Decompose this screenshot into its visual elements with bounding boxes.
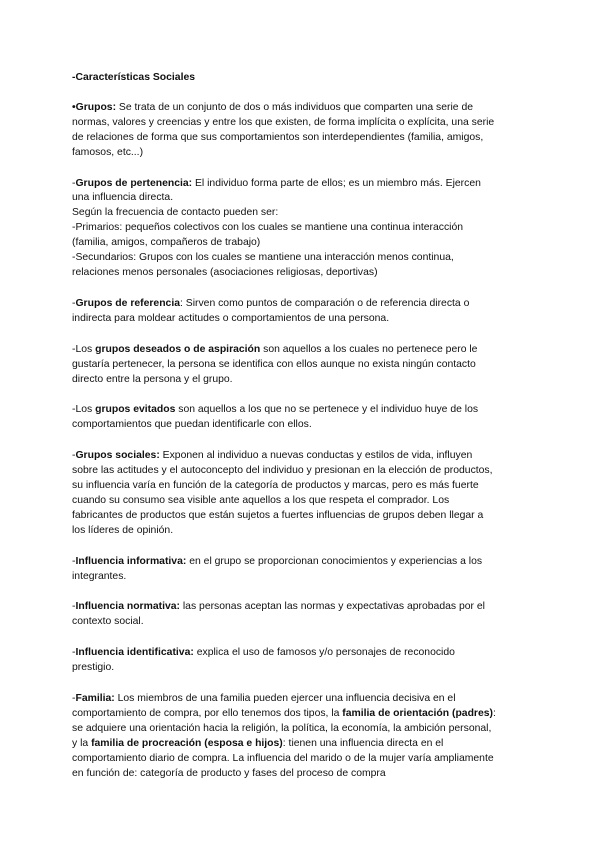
text-line [72,131,560,146]
text-segment: explica el uso de famosos y/o personajes de reconocido [193,647,455,659]
text-segment: - [72,555,76,567]
text-segment: - [72,647,76,659]
bold-term: grupos deseados o de aspiración [95,343,261,355]
text-segment: y la [72,737,92,749]
text-segment: son aquellos a los cuales no pertenece pero le [260,343,478,355]
document-body [72,101,560,782]
text-line [72,692,560,707]
text-segment: su influencia varía en función de la categoría de productos y marcas, pero es más fuerte [72,480,479,492]
paragraph-grupos-deseados [72,343,560,388]
text-segment: normas, valores y creencias y entre los que existen, de forma implícita o explícita, una serie [72,116,495,128]
text-segment: gustaría pertenecer, la persona se identifica con ellos aunque no exista ningún contacto [72,358,476,370]
text-segment: son aquellos a los que no se pertenece y el individuo huye de los [175,404,479,416]
text-segment: famosos, etc...) [72,146,144,158]
text-segment: fabricantes de productos que están sujetos a fuertes influencias de grupos deben llegar a [72,509,484,521]
paragraph-familia [72,692,560,781]
paragraph-influencia-normativa [72,600,560,630]
bold-term: Grupos sociales: [75,450,160,462]
paragraph-grupos-sociales [72,449,560,538]
text-line [72,707,560,722]
text-segment: en el grupo se proporcionan conocimientos y experiencias a los [186,555,483,567]
text-segment: prestigio. [72,662,115,674]
bold-term: Influencia normativa: [75,601,180,613]
text-segment: - [72,450,76,462]
text-line [72,722,560,737]
paragraph-influencia-identificativa [72,646,560,676]
text-line [72,661,560,676]
text-line [72,312,560,327]
text-line [72,403,560,418]
text-line [72,509,560,524]
bold-term: grupos evitados [95,404,176,416]
text-segment: contexto social. [72,616,144,628]
text-line [72,646,560,661]
text-segment: sobre las actitudes y el autoconcepto del individuo y presionan en la elección de productos, [72,465,493,477]
text-segment: cuando su consumo sea visible ante aquellos a los que respeta el comprador. Los [72,494,450,506]
text-line [72,449,560,464]
bold-term: Influencia identificativa: [75,647,194,659]
text-segment: integrantes. [72,570,127,582]
text-line [72,767,560,782]
bold-term: Grupos de pertenencia: [75,177,193,189]
text-line [72,358,560,373]
bold-term: •Grupos: [72,101,117,113]
bold-term: familia de procreación (esposa e hijos) [91,737,283,749]
text-line [72,479,560,494]
text-line [72,373,560,388]
text-line [72,206,560,221]
text-segment: -Los [72,343,96,355]
text-segment: -Primarios: pequeños colectivos con los cuales se mantiene una continua interacción [72,222,464,234]
text-segment: comportamiento de compra, por ello tenemos dos tipos, la [72,708,343,719]
text-segment: relaciones menos personales (asociaciones religiosas, deportivas) [72,266,378,278]
text-line [72,146,560,161]
text-segment: los líderes de opinión. [72,524,174,536]
text-line [72,297,560,312]
text-line [72,251,560,266]
text-segment: Según la frecuencia de contacto pueden ser: [72,207,279,219]
text-line [72,191,560,206]
paragraph-grupos-de-pertenencia [72,177,560,281]
text-line [72,615,560,630]
text-line [72,600,560,615]
text-line [72,494,560,509]
text-segment: Exponen al individuo a nuevas conductas y estilos de vida, influyen [159,450,473,462]
text-segment: El individuo forma parte de ellos; es un miembro más. Ejercen [192,177,481,189]
text-segment: una influencia directa. [72,192,174,204]
document-title: -Características Sociales [72,72,196,83]
text-segment: - [72,177,76,189]
text-segment: : Sirven como puntos de comparación o de referencia directa o [180,297,470,309]
text-segment: : [493,708,496,719]
text-segment: -Los [72,404,96,416]
text-segment: comportamientos que puedan identificarle con ellos. [72,419,312,431]
paragraph-grupos-evitados [72,403,560,433]
text-segment: se adquiere una orientación hacia la religión, la política, la economía, la ambición personal, [72,722,492,734]
text-line [72,737,560,752]
text-line [72,116,560,131]
bold-term: Grupos de referencia [75,297,180,309]
text-line [72,555,560,570]
text-line [72,221,560,236]
text-line [72,343,560,358]
text-segment: : tienen una influencia directa en el [282,737,444,749]
text-line [72,524,560,539]
text-segment: directo entre la persona y el grupo. [72,373,233,385]
text-segment: comportamiento diario de compra. La influencia del marido o de la mujer varía ampliamente [72,752,494,764]
paragraph-grupos-de-referencia [72,297,560,327]
bold-term: familia de orientación (padres) [342,708,493,719]
paragraph-influencia-informativa [72,555,560,585]
text-segment: indirecta para moldear actitudes o comportamientos de una persona. [72,312,390,324]
text-segment: Se trata de un conjunto de dos o más individuos que comparten una serie de [116,101,474,113]
text-segment: - [72,297,76,309]
text-segment: -Secundarios: Grupos con los cuales se mantiene una interacción menos continua, [72,252,454,264]
text-line [72,752,560,767]
paragraph-grupos [72,101,560,161]
bold-term: Influencia informativa: [75,555,187,567]
text-line [72,418,560,433]
text-segment: las personas aceptan las normas y expectativas aprobadas por el [179,601,485,613]
text-segment: en función de: categoría de producto y fases del proceso de compra [72,767,386,779]
text-segment: (familia, amigos, compañeros de trabajo) [72,237,261,249]
text-segment: de relaciones de forma que sus comportamientos son interdependientes (familia, amigos, [72,131,484,143]
text-line [72,570,560,585]
text-line [72,464,560,479]
bold-term: Familia: [75,693,115,705]
text-segment: - [72,601,76,613]
text-line [72,101,560,116]
text-line [72,177,560,192]
text-segment: - [72,693,76,705]
text-line [72,236,560,251]
text-segment: Los miembros de una familia pueden ejercer una influencia decisiva en el [114,693,456,705]
text-line [72,266,560,281]
